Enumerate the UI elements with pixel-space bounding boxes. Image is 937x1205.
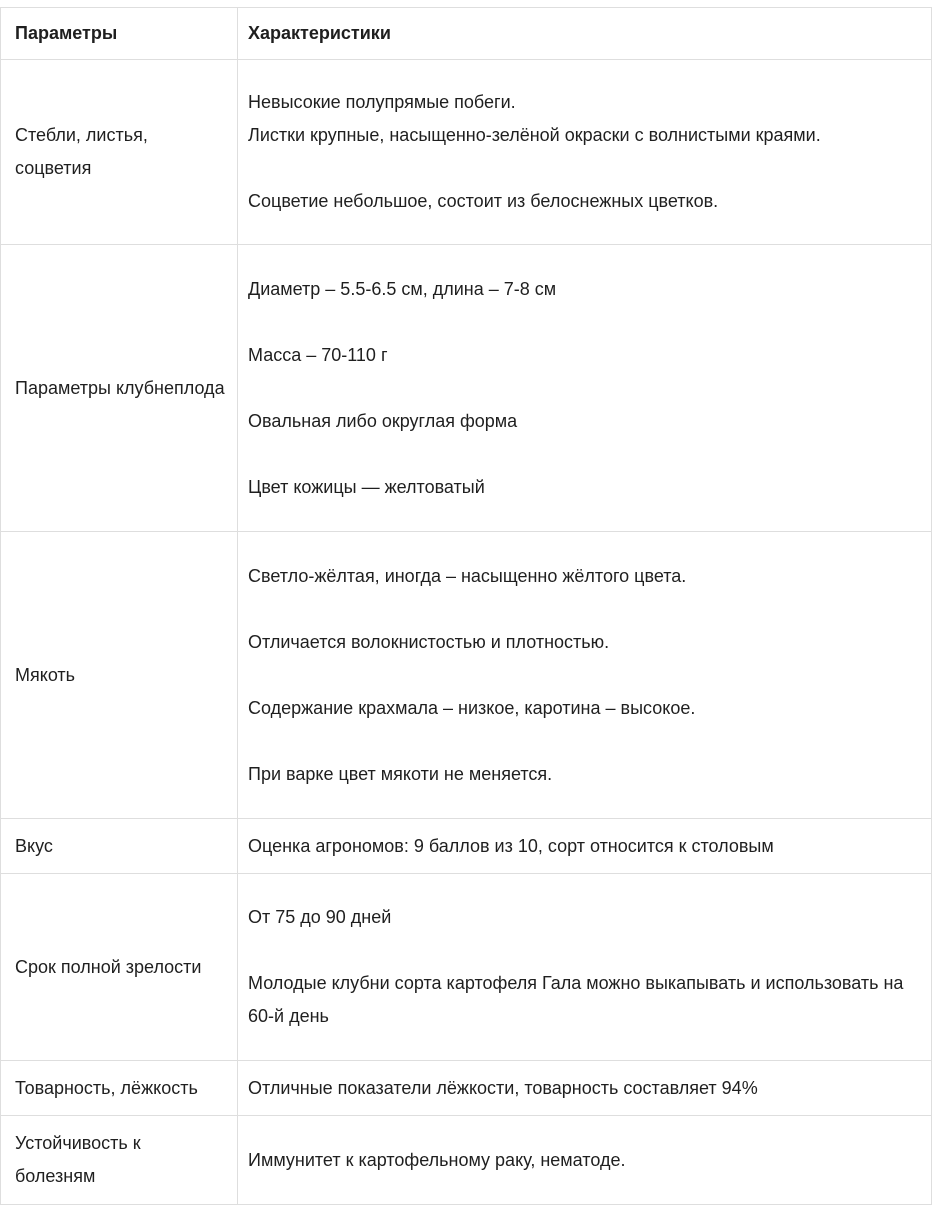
characteristic-line: Оценка агрономов: 9 баллов из 10, сорт относится к столовым xyxy=(248,835,774,856)
characteristic-line: Отличные показатели лёжкости, товарность составляет 94% xyxy=(248,1077,758,1098)
table-row xyxy=(1,819,932,874)
table-header-row xyxy=(1,8,932,60)
row-parameter: Мякоть xyxy=(1,532,238,819)
row-characteristics xyxy=(238,1061,932,1116)
characteristic-line: От 75 до 90 дней xyxy=(248,907,392,927)
characteristic-line: Овальная либо округлая форма xyxy=(248,410,518,431)
characteristic-line: Диаметр – 5.5-6.5 см, длина – 7-8 см xyxy=(248,278,557,299)
row-parameter: Параметры клубнеплода xyxy=(1,245,238,532)
characteristic-line: Листки крупные, насыщенно-зелёной окраски с волнистыми краями. xyxy=(248,125,821,145)
row-characteristics xyxy=(238,874,932,1061)
characteristic-line: Содержание крахмала – низкое, каротина – высокое. xyxy=(248,697,696,718)
characteristic-line: Соцветие небольшое, состоит из белоснежных цветков. xyxy=(248,191,719,211)
characteristic-line: Масса – 70-110 г xyxy=(248,344,388,365)
table-row xyxy=(1,60,932,245)
row-characteristics xyxy=(238,532,932,819)
characteristic-line: Отличается волокнистостью и плотностью. xyxy=(248,631,610,652)
characteristic-line: Цвет кожицы — желтоватый xyxy=(248,476,485,497)
characteristics-table xyxy=(0,7,932,1205)
row-parameter: Срок полной зрелости xyxy=(1,874,238,1061)
row-parameter: Вкус xyxy=(1,819,238,874)
characteristic-line: Невысокие полупрямые побеги. xyxy=(248,92,516,112)
row-characteristics xyxy=(238,60,932,245)
row-parameter: Стебли, листья, соцветия xyxy=(1,60,238,245)
table-row xyxy=(1,245,932,532)
header-characteristics: Характеристики xyxy=(238,8,932,60)
row-parameter: Устойчивость к болезням xyxy=(1,1116,238,1205)
row-characteristics xyxy=(238,819,932,874)
characteristic-line: Молодые клубни сорта картофеля Гала можно выкапывать и использовать на 60-й день xyxy=(248,973,904,1026)
characteristic-line: Иммунитет к картофельному раку, нематоде. xyxy=(248,1149,626,1170)
table-row xyxy=(1,1116,932,1205)
row-characteristics xyxy=(238,1116,932,1205)
table-row xyxy=(1,874,932,1061)
header-parameters: Параметры xyxy=(1,8,238,60)
characteristic-line: При варке цвет мякоти не меняется. xyxy=(248,763,553,784)
row-characteristics xyxy=(238,245,932,532)
table-row xyxy=(1,532,932,819)
row-parameter: Товарность, лёжкость xyxy=(1,1061,238,1116)
table-row xyxy=(1,1061,932,1116)
characteristic-line: Светло-жёлтая, иногда – насыщенно жёлтого цвета. xyxy=(248,565,687,586)
